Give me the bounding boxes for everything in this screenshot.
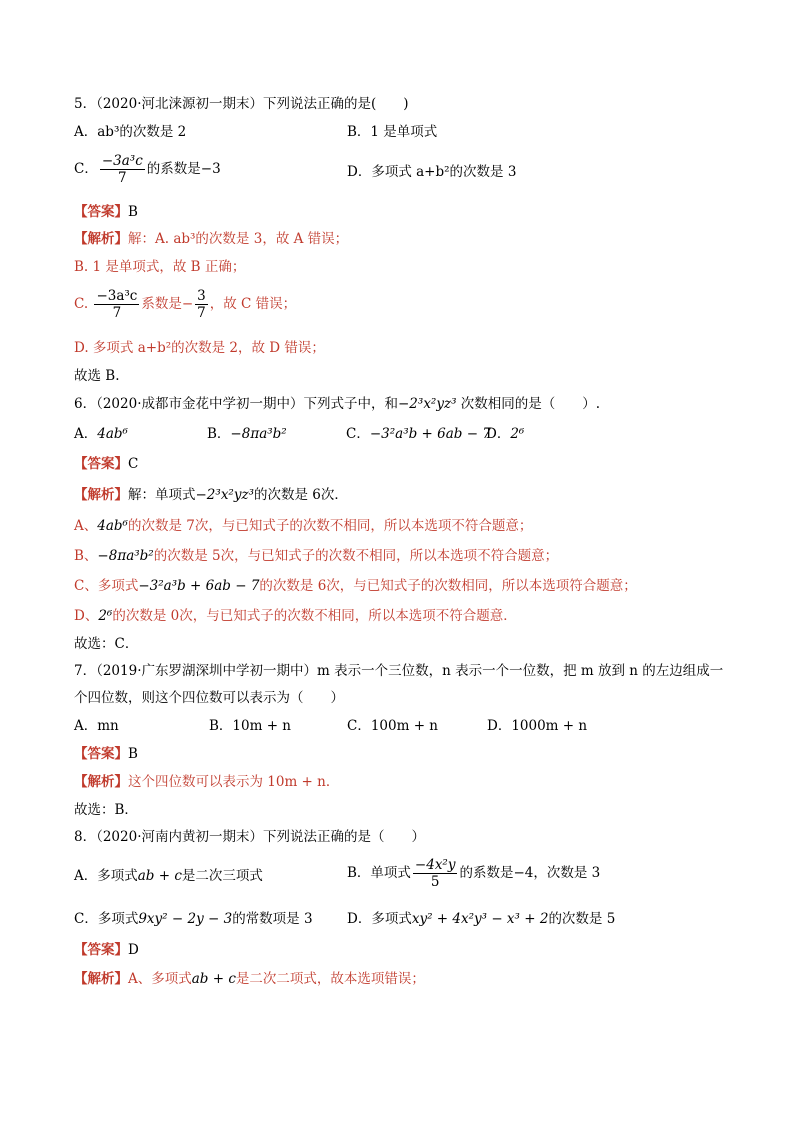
q8-option-b [347,857,600,890]
option-expression: 9xy² − 2y − 3 [138,911,233,927]
analysis-expression: ab + c [191,971,236,987]
q8-option-b-fraction [413,857,458,890]
analysis-text: B、 [74,548,98,564]
q6-analysis-0 [74,486,348,504]
analysis-text: ，故 C 错误； [209,296,297,312]
answer-tag: 【答案】 [74,746,128,762]
analysis-text: 的次数是 6次． [254,487,348,503]
fraction-numerator: −4x²y [414,857,456,873]
q5-analysis-2: B. 1 是单项式，故 B 正确； [74,259,246,275]
q5-option-c-denominator: 7 [118,170,127,186]
q5-analysis-3 [74,288,296,321]
q5-stem: 5．（2020·河北涞源初一期末）下列说法正确的是( ) [74,96,409,112]
q6-option-a [74,425,128,443]
option-expression: xy² + 4x²y³ − x³ + 2 [411,911,549,927]
q8-option-a [74,867,263,885]
analysis-text: 是二次二项式，故本选项错误； [235,971,425,987]
analysis-expression: −3²a³b + 6ab − 7 [138,578,260,594]
q5-option-c-label: C． [74,161,98,177]
analysis-text: C、多项式 [74,578,139,594]
option-text: A．多项式 [74,868,138,884]
q6-analysis-a [74,517,532,535]
option-text: 的常数项是 3 [232,911,313,927]
analysis-text: 的次数是 6次，与已知式子的次数相同，所以本选项符合题意； [259,578,637,594]
q7-option-c: C．100m + n [347,718,438,734]
q6-analysis-d [74,607,517,625]
analysis-text: 解：A. ab³的次数是 3，故 A 错误； [128,231,349,247]
q8-stem: 8．（2020·河南内黄初一期末）下列说法正确的是（ ） [74,829,425,845]
option-label: B． [207,426,231,442]
q6-stem-expression: −2³x²yz³ [398,396,457,412]
q5-analysis-1 [74,230,348,248]
analysis-text: C. [74,296,89,312]
analysis-text: 的次数是 0次，与已知式子的次数不相同，所以本选项不符合题意． [112,608,517,624]
option-text: B．单项式 [347,865,411,881]
q7-answer [74,745,138,763]
q6-analysis-c [74,577,637,595]
analysis-tag: 【解析】 [74,231,128,247]
fraction-denominator: 5 [430,874,440,890]
fraction-denominator: 7 [112,305,122,321]
q6-stem [74,395,600,413]
option-text: D．多项式 [347,911,412,927]
answer-value: B [128,746,138,762]
analysis-tag: 【解析】 [74,487,128,503]
q5-analysis-fraction-2 [195,288,208,321]
fraction-numerator: 3 [197,288,206,304]
q5-conclusion: 故选 B. [74,368,120,384]
analysis-text: A、多项式 [128,971,192,987]
q5-option-c-fraction [100,153,145,186]
q6-stem-text: 6．（2020·成都市金花中学初一期中）下列式子中，和 [74,396,398,412]
option-text: 是二次三项式 [181,868,263,884]
analysis-text: D、 [74,608,99,624]
q6-answer [74,455,138,473]
option-expression: −3²a³b + 6ab − 7 [369,426,491,442]
analysis-text: 这个四位数可以表示为 10m + n． [128,774,340,790]
q6-stem-text: 次数相同的是（ ）. [460,396,601,412]
option-text: 的次数是 5 [548,911,616,927]
option-label: A． [74,426,98,442]
analysis-text: A、 [74,518,98,534]
analysis-text: 的次数是 7次，与已知式子的次数不相同，所以本选项不符合题意； [127,518,533,534]
q7-option-b: B．10m + n [209,718,291,734]
analysis-tag: 【解析】 [74,774,128,790]
q5-analysis-4: D. 多项式 a+b²的次数是 2，故 D 错误； [74,340,325,356]
q6-option-b [207,425,287,443]
q8-analysis [74,970,425,988]
analysis-expression: −2³x²yz³ [195,487,254,503]
q8-answer [74,941,139,959]
fraction-numerator: −3a³c [96,288,138,304]
q7-stem-line-2: 个四位数，则这个四位数可以表示为（ ） [74,690,344,706]
option-expression: ab + c [137,868,182,884]
answer-tag: 【答案】 [74,456,128,472]
q7-option-d: D．1000m + n [487,718,588,734]
q5-option-c-numerator: −3a³c [101,153,143,169]
q6-conclusion: 故选：C． [74,636,139,652]
option-text: C．多项式 [74,911,139,927]
q7-conclusion: 故选：B． [74,802,138,818]
q6-analysis-b [74,547,558,565]
q5-option-d: D．多项式 a+b²的次数是 3 [347,164,517,180]
analysis-expression: 2⁶ [98,608,113,624]
analysis-text: 系数是− [141,296,194,312]
q5-option-c-text: 的系数是−3 [146,161,221,177]
answer-tag: 【答案】 [74,942,128,958]
analysis-text: 解：单项式 [128,487,196,503]
q5-answer [74,203,138,221]
option-text: 的系数是−4，次数是 3 [459,865,601,881]
q5-option-b: B．1 是单项式 [347,124,438,140]
fraction-denominator: 7 [197,305,206,321]
option-label: D． [486,426,511,442]
q7-stem-line-1: 7．（2019·广东罗湖深圳中学初一期中）m 表示一个三位数，n 表示一个一位数，把 m 放到 n 的左边组成一 [74,663,724,679]
q8-option-c [74,910,313,928]
q7-option-a: A．mn [74,718,119,734]
analysis-expression: 4ab⁶ [97,518,128,534]
q5-option-a: A．ab³的次数是 2 [74,124,187,140]
q5-analysis-fraction-1 [94,288,139,321]
option-expression: 2⁶ [510,426,525,442]
answer-tag: 【答案】 [74,204,128,220]
q8-option-d [347,910,615,928]
analysis-expression: −8πa³b² [97,548,154,564]
answer-value: B [128,204,138,220]
option-expression: 4ab⁶ [97,426,128,442]
q5-option-c [74,153,221,186]
q6-option-d [486,425,524,443]
option-label: C． [346,426,370,442]
option-expression: −8πa³b² [230,426,287,442]
q7-analysis [74,773,339,791]
answer-value: C [128,456,139,472]
analysis-tag: 【解析】 [74,971,128,987]
q6-option-c [346,425,491,443]
analysis-text: 的次数是 5次，与已知式子的次数不相同，所以本选项不符合题意； [153,548,559,564]
answer-value: D [128,942,139,958]
